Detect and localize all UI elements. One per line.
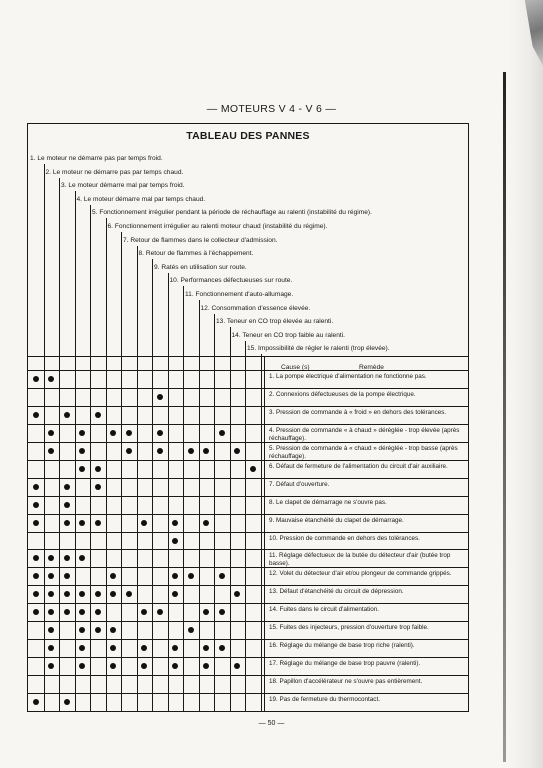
fault-label: 8. Retour de flammes à l'échappement. [138,250,254,258]
cause-row-label: 19. Pas de fermeture du thermocontact. [269,696,380,704]
fault-label: 1. Le moteur ne démarre pas par temps froid. [30,155,163,162]
fault-label: 2. Le moteur ne démarre pas par temps chaud. [45,168,184,176]
fault-label: 6. Fonctionnement irrégulier au ralenti moteur chaud (instabilité du régime). [107,223,328,230]
table-title: TABLEAU DES PANNES [186,130,310,142]
cause-row-label: 14. Fuites dans le circuit d'alimentation. [269,606,380,614]
fault-label: 7. Retour de flammes dans le collecteur d'admission. [123,236,278,244]
fault-label: 15. Impossibilité de régler le ralenti (trop élevée). [247,345,390,353]
cause-row-label: 17. Réglage du mélange de base trop pauvre (ralenti). [269,660,421,668]
cause-row-label: 11. Réglage défectueux de la butée du détecteur d'air (butée trop basse). [269,552,451,568]
fault-label: 3. Le moteur démarre mal par temps froid. [61,182,185,190]
cause-row-label: 15. Fuites des injecteurs, pression d'ouverture trop faible. [269,624,429,632]
cause-row-label: 9. Mauvaise étanchéité du clapet de démarrage. [269,516,404,524]
cause-row-label: 6. Défaut de fermeture de l'alimentation du circuit d'air auxiliaire. [269,462,448,470]
cause-row-label: 5. Pression de commande à « chaud » déréglée - trop basse (après réchauffage). [269,444,458,460]
cause-row-label: 13. Défaut d'étanchéité du circuit de dépression. [269,588,404,596]
remedy-heading: Remède [359,364,384,371]
fault-label: 14. Teneur en CO trop faible au ralenti. [231,331,346,339]
fault-label: 11. Fonctionnement d'auto-allumage. [185,291,294,298]
fault-label: 13. Teneur en CO trop élevée au ralenti. [216,318,334,326]
page-edge-shadow [507,0,543,768]
cause-row-label: 16. Réglage du mélange de base trop riche (ralenti). [269,642,415,650]
fault-label: 12. Consommation d'essence élevée. [200,304,311,312]
table-frame [27,123,469,712]
cause-row-label: 4. Pression de commande « à chaud » déréglée - trop élevée (après réchauffage). [269,426,460,442]
binding-edge [503,72,506,762]
fault-label: 10. Performances défectueuses sur route. [169,277,293,285]
cause-row-label: 18. Papillon d'accélérateur ne s'ouvre pas entièrement. [269,678,423,686]
page-header: — MOTEURS V 4 - V 6 — [206,103,337,115]
cause-heading: Cause (s) [281,364,310,371]
fault-label: 5. Fonctionnement irrégulier pendant la période de réchauffage au ralenti (instabilité du régime). [92,209,372,217]
cause-row-label: 1. La pompe électrique d'alimentation ne fonctionne pas. [269,373,427,380]
cause-row-label: 10. Pression de commande en dehors des tolérances. [269,534,420,542]
fault-label: 4. Le moteur démarre mal par temps chaud. [76,195,206,203]
cause-row-label: 12. Volet du détecteur d'air et/ou plongeur de commande grippés. [269,570,452,578]
cause-row-label: 2. Connexions défectueuses de la pompe électrique. [269,390,416,398]
page-number: — 50 — [258,720,285,727]
cause-row-label: 7. Défaut d'ouverture. [269,480,330,488]
cause-row-label: 8. Le clapet de démarrage ne s'ouvre pas. [269,498,387,506]
fault-label: 9. Ratés en utilisation sur route. [154,263,247,271]
cause-row-label: 3. Pression de commande à « froid » en dehors des tolérances. [269,408,447,416]
